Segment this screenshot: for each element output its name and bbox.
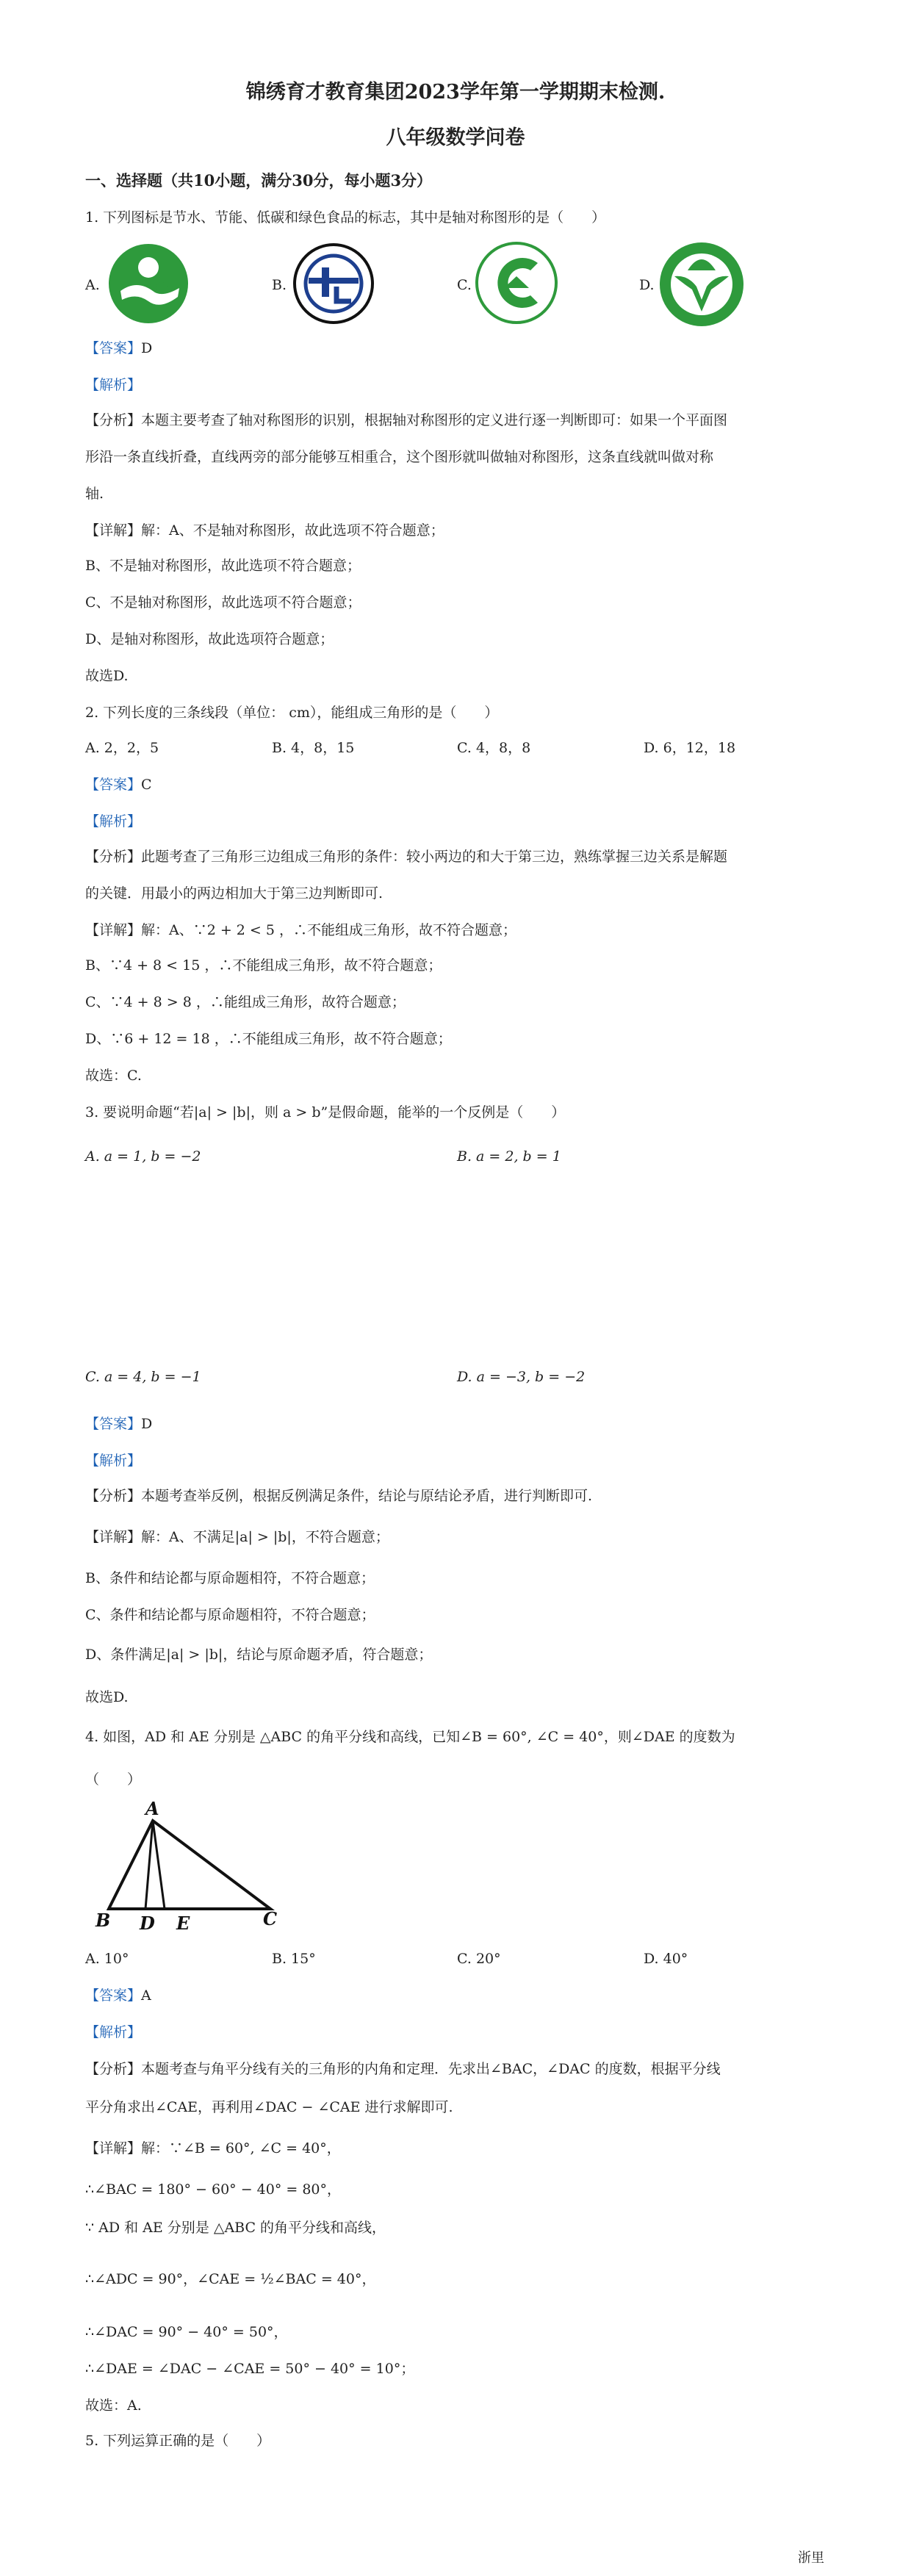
q2-opt-a: A. 2，2，5 bbox=[85, 740, 159, 756]
q3-stem: 3. 要说明命题“若|a| > |b|，则 a > b”是假命题，能举的一个反例是（ ） bbox=[85, 1104, 566, 1120]
q2-detail-5: 故选：C. bbox=[85, 1068, 142, 1084]
page-title: 锦绣育才教育集团2023学年第一学期期末检测. bbox=[245, 81, 666, 104]
q1-opt-a: A. bbox=[85, 277, 100, 293]
q2-opt-d: D. 6，12，18 bbox=[644, 740, 736, 756]
q3-detail-2: B、条件和结论都与原命题相符，不符合题意； bbox=[85, 1570, 375, 1586]
q1-opt-d: D. bbox=[639, 277, 655, 293]
q3-detail-5: 故选D. bbox=[85, 1689, 129, 1705]
q3-fenxi: 【分析】本题考查举反例，根据反例满足条件，结论与原结论矛盾，进行判断即可. bbox=[85, 1488, 593, 1504]
q1-opt-b: B. bbox=[272, 277, 287, 293]
section-heading: 一、选择题（共10小题，满分30分，每小题3分） bbox=[85, 171, 433, 190]
q4-stem-2: （ ） bbox=[85, 1771, 142, 1788]
q2-opt-b: B. 4，8，15 bbox=[272, 740, 355, 756]
triangle-figure bbox=[88, 1800, 294, 1932]
q3-analysis-tag: 【解析】 bbox=[85, 1453, 142, 1469]
q2-opt-c: C. 4，8，8 bbox=[457, 740, 531, 756]
q2-answer: 【答案】C bbox=[85, 777, 152, 793]
q1-detail-3: C、不是轴对称图形，故此选项不符合题意； bbox=[85, 594, 361, 611]
label-a: A bbox=[145, 1800, 159, 1819]
low-carbon-logo-icon bbox=[475, 241, 558, 325]
q3-answer: 【答案】D bbox=[85, 1416, 153, 1432]
footer-text: 浙里 bbox=[798, 2550, 824, 2566]
q2-detail-4: D、∵6 + 12 = 18 ，∴不能组成三角形，故不符合题意； bbox=[85, 1031, 452, 1047]
q3-detail-3: C、条件和结论都与原命题相符，不符合题意； bbox=[85, 1607, 375, 1623]
q1-stem: 1. 下列图标是节水、节能、低碳和绿色食品的标志，其中是轴对称图形的是（ ） bbox=[85, 209, 606, 226]
q4-stem: 4. 如图，AD 和 AE 分别是 △ABC 的角平分线和高线，已知∠B = 60°, ∠C = 40°，则∠DAE 的度数为 bbox=[85, 1729, 735, 1745]
q1-detail-4: D、是轴对称图形，故此选项符合题意； bbox=[85, 631, 334, 647]
q3-opt-d: D. a = −3, b = −2 bbox=[457, 1369, 586, 1385]
q4-detail-3: ∵ AD 和 AE 分别是 △ABC 的角平分线和高线， bbox=[85, 2220, 386, 2236]
q4-opt-d: D. 40° bbox=[644, 1951, 688, 1967]
q3-opt-a: A. a = 1, b = −2 bbox=[85, 1148, 201, 1165]
water-saving-logo-icon bbox=[107, 242, 190, 325]
green-food-logo-icon bbox=[658, 241, 745, 328]
q4-detail-2: ∴∠BAC = 180° − 60° − 40° = 80°， bbox=[85, 2181, 342, 2198]
q4-fenxi-2: 平分角求出∠CAE，再利用∠DAC − ∠CAE 进行求解即可. bbox=[85, 2099, 453, 2115]
label-d: D bbox=[140, 1913, 155, 1932]
q2-fenxi: 【分析】此题考查了三角形三边组成三角形的条件：较小两边的和大于第三边，熟练掌握三边关系是解题 bbox=[85, 849, 728, 865]
q5-stem: 5. 下列运算正确的是（ ） bbox=[85, 2433, 271, 2449]
label-e: E bbox=[176, 1913, 190, 1932]
q4-detail-4: ∴∠ADC = 90°，∠CAE = ½∠BAC = 40°， bbox=[85, 2271, 376, 2287]
q1-detail-2: B、不是轴对称图形，故此选项不符合题意； bbox=[85, 558, 361, 574]
q3-opt-b: B. a = 2, b = 1 bbox=[457, 1148, 561, 1165]
q4-analysis-tag: 【解析】 bbox=[85, 2024, 142, 2040]
q2-detail-3: C、∵4 + 8 > 8 ，∴能组成三角形，故符合题意； bbox=[85, 994, 406, 1010]
q1-fenxi-2: 形沿一条直线折叠，直线两旁的部分能够互相重合，这个图形就叫做轴对称图形，这条直线就叫做对称 bbox=[85, 449, 714, 465]
label-c: C bbox=[263, 1908, 278, 1929]
q1-answer: 【答案】D bbox=[85, 340, 153, 356]
energy-saving-logo-icon bbox=[292, 242, 375, 325]
q4-detail-1: 【详解】解：∵∠B = 60°, ∠C = 40°， bbox=[85, 2140, 341, 2156]
q2-detail-2: B、∵4 + 8 < 15 ，∴不能组成三角形，故不符合题意； bbox=[85, 957, 442, 974]
q1-detail-5: 故选D. bbox=[85, 668, 129, 684]
q2-detail-1: 【详解】解：A、∵2 + 2 < 5 ，∴不能组成三角形，故不符合题意； bbox=[85, 922, 517, 938]
q4-detail-7: 故选：A. bbox=[85, 2397, 142, 2414]
q4-detail-6: ∴∠DAE = ∠DAC − ∠CAE = 50° − 40° = 10°； bbox=[85, 2361, 415, 2377]
q1-analysis-tag: 【解析】 bbox=[85, 377, 142, 393]
q1-detail-1: 【详解】解：A、不是轴对称图形，故此选项不符合题意； bbox=[85, 522, 444, 539]
q2-fenxi-2: 的关键．用最小的两边相加大于第三边判断即可. bbox=[85, 885, 384, 902]
q1-fenxi: 【分析】本题主要考查了轴对称图形的识别，根据轴对称图形的定义进行逐一判断即可：如果一个平面图 bbox=[85, 412, 728, 428]
q4-detail-5: ∴∠DAC = 90° − 40° = 50°， bbox=[85, 2324, 288, 2340]
label-b: B bbox=[96, 1910, 111, 1931]
q1-fenxi-3: 轴. bbox=[85, 486, 104, 502]
q2-stem: 2. 下列长度的三条线段（单位： cm），能组成三角形的是（ ） bbox=[85, 705, 499, 721]
q4-opt-b: B. 15° bbox=[272, 1951, 316, 1967]
q2-analysis-tag: 【解析】 bbox=[85, 813, 142, 830]
page-subtitle: 八年级数学问卷 bbox=[386, 126, 525, 149]
q4-opt-a: A. 10° bbox=[85, 1951, 129, 1967]
q3-opt-c: C. a = 4, b = −1 bbox=[85, 1369, 201, 1385]
q3-detail-4: D、条件满足|a| > |b|，结论与原命题矛盾，符合题意； bbox=[85, 1647, 433, 1663]
q4-fenxi: 【分析】本题考查与角平分线有关的三角形的内角和定理．先求出∠BAC，∠DAC 的度数，根据平分线 bbox=[85, 2061, 721, 2077]
q4-answer: 【答案】A bbox=[85, 1987, 151, 2004]
q1-opt-c: C. bbox=[457, 277, 472, 293]
q4-opt-c: C. 20° bbox=[457, 1951, 501, 1967]
q3-detail-1: 【详解】解：A、不满足|a| > |b|，不符合题意； bbox=[85, 1529, 389, 1545]
